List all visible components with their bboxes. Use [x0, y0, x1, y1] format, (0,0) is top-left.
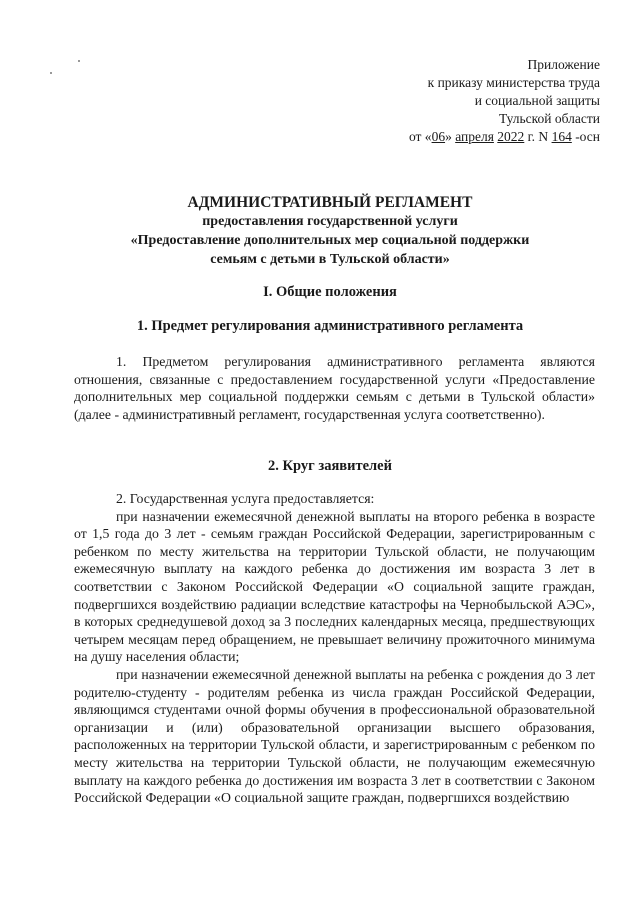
- approval-line: Приложение: [527, 57, 600, 72]
- title-line: «Предоставление дополнительных мер социальной поддержки: [130, 233, 530, 248]
- scan-speck: [78, 60, 80, 62]
- scan-speck: [50, 72, 52, 74]
- approval-line: Тульской области: [499, 111, 600, 126]
- date-mid: »: [445, 129, 456, 144]
- document-title: [70, 193, 590, 269]
- paragraph: при назначении ежемесячной денежной выплаты на второго ребенка в возрасте от 1,5 года до 3 лет - семьям граждан Российской Федерации, зарегистрированным с ребенком по месту жительства на территории Тульской области, не получающим ежемесячную выплату на каждого ребенка до достижения им возраста 3 лет в соответствии с Законом Российской Федерации «О социальной защите граждан, подвергшихся воздействию радиации вследствие катастрофы на Чернобыльской АЭС», в которых среднедушевой доход за 3 последних календарных месяца, предшествующих четырем месяцам перед обращением, не превышает величину прожиточного минимума на душу населения области;: [74, 508, 595, 665]
- paragraph: 1. Предметом регулирования административного регламента являются отношения, связанные с предоставлением государственной услуги «Предоставление дополнительных мер социальной поддержки семьям с детьми в Тульской области» (далее - административный регламент, государственная услуга соответственно).: [74, 354, 595, 422]
- paragraph-block: [74, 490, 595, 807]
- date-prefix: от «: [408, 129, 432, 144]
- paragraph-block: [74, 353, 595, 423]
- date-suffix: г. N: [524, 129, 552, 144]
- order-suffix: -осн: [571, 129, 600, 144]
- order-year: 2022: [497, 129, 525, 144]
- approval-line: и социальной защиты: [474, 93, 600, 108]
- title-line: семьям с детьми в Тульской области»: [210, 252, 450, 267]
- order-date-line: [409, 128, 600, 146]
- subsection-heading: 1. Предмет регулирования административного регламента: [136, 318, 524, 334]
- title-line: предоставления государственной услуги: [202, 214, 458, 229]
- order-number: 164: [551, 129, 572, 144]
- order-month: апреля: [455, 129, 494, 144]
- order-day: 06: [431, 129, 446, 144]
- subsection-heading: 2. Круг заявителей: [268, 458, 392, 474]
- section-heading: I. Общие положения: [263, 284, 397, 300]
- paragraph: 2. Государственная услуга предоставляется:: [116, 491, 375, 506]
- paragraph: при назначении ежемесячной денежной выплаты на ребенка с рождения до 3 лет родителю-студенту - родителям ребенка из числа граждан Российской Федерации, являющимся студентами очной формы обучения в профессиональной образовательной организации и (или) образовательной организации высшего образования, расположенных на территории Тульской области, и зарегистрированным с ребенком по месту жительства на территории Тульской области, не получающим ежемесячную выплату на каждого ребенка до достижения им возраста 3 лет в соответствии с Законом Российской Федерации «О социальной защите граждан, подвергшихся воздействию: [74, 666, 595, 806]
- approval-line: к приказу министерства труда: [427, 75, 600, 90]
- title-main: АДМИНИСТРАТИВНЫЙ РЕГЛАМЕНТ: [187, 194, 473, 211]
- approval-stamp: [409, 56, 600, 146]
